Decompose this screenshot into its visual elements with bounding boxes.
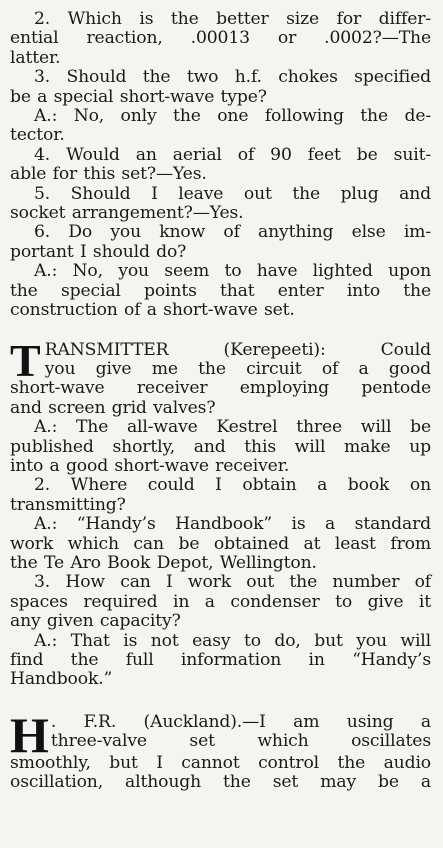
text-line: and screen grid valves? [10, 397, 216, 418]
text-line: RANSMITTER (Kerepeeti): Could [44, 339, 431, 360]
text-line: transmitting? [10, 494, 126, 515]
text-line: A.: “Handy’s Handbook” is a standard [34, 514, 431, 535]
qa-section-3 [10, 706, 431, 793]
text-line: 2. Where could I obtain a book on [34, 475, 431, 496]
text-line: ential reaction, .00013 or .0002?—The [10, 28, 431, 49]
text-line: you give me the circuit of a good [44, 358, 431, 379]
text-line: smoothly, but I cannot control the audio [10, 752, 431, 773]
text-line: tector. [10, 125, 65, 146]
text-line: published shortly, and this will make up [10, 436, 431, 457]
text-line: A.: That is not easy to do, but you will [34, 630, 431, 651]
text-line: 3. How can I work out the number of [34, 572, 431, 593]
text-line: . F.R. (Auckland).—I am using a [50, 711, 431, 732]
text-line: be a special short-wave type? [10, 86, 267, 107]
text-line: A.: The all-wave Kestrel three will be [34, 417, 431, 438]
drop-cap: H [10, 706, 49, 763]
text-line: spaces required in a condenser to give it [10, 591, 431, 612]
section-spacer [10, 690, 431, 713]
text-line: find the full information in “Handy’s [10, 650, 431, 670]
text-line: construction of a short-wave set. [10, 300, 295, 321]
qa-section-1 [10, 10, 431, 321]
text-line: three-valve set which oscillates [50, 731, 431, 752]
drop-cap: T [10, 334, 41, 386]
text-line: A.: No, you seem to have lighted upon [34, 261, 431, 282]
text-line: 4. Would an aerial of 90 feet be suit- [34, 144, 431, 165]
text-line: socket arrangement?—Yes. [10, 203, 244, 224]
text-line: 3. Should the two h.f. chokes specified [34, 67, 431, 88]
text-line: 2. Which is the better size for differ- [34, 9, 431, 29]
text-line: portant I should do? [10, 241, 187, 262]
text-line: any given capacity? [10, 611, 181, 632]
text-line: latter. [10, 47, 61, 68]
text-line: oscillation, although the set may be a [10, 772, 431, 793]
text-line: short-wave receiver employing pentode [10, 378, 431, 399]
text-line: 5. Should I leave out the plug and [34, 183, 431, 204]
text-line: Handbook.” [10, 669, 113, 690]
text-line: work which can be obtained at least from [10, 533, 431, 554]
text-line: able for this set?—Yes. [10, 164, 207, 185]
text-line: the Te Aro Book Depot, Wellington. [10, 552, 317, 573]
section-spacer [10, 321, 431, 341]
text-line: A.: No, only the one following the de- [34, 106, 431, 127]
text-line: the special points that enter into the [10, 280, 431, 301]
qa-section-2 [10, 334, 431, 690]
text-line: 6. Do you know of anything else im- [34, 222, 431, 243]
text-line: into a good short-wave receiver. [10, 455, 290, 476]
